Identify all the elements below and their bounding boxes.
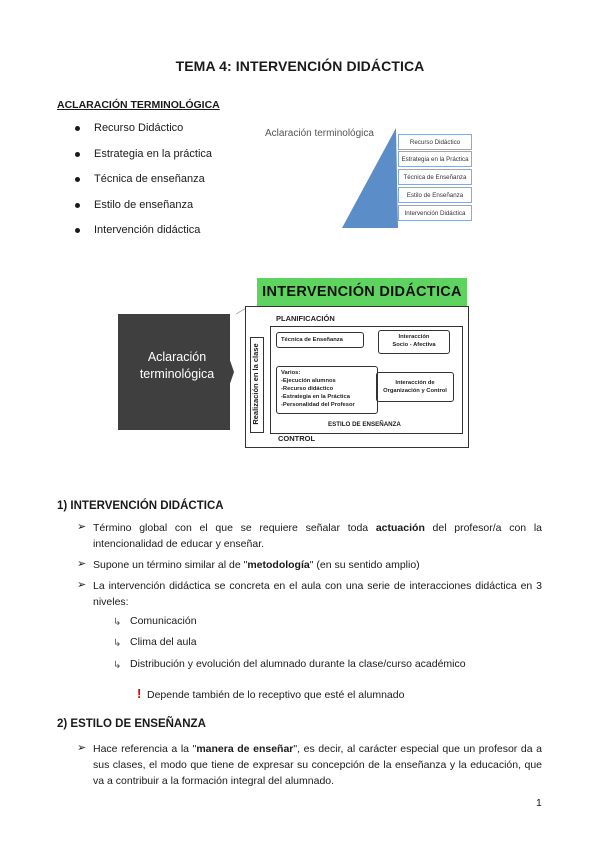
text-run: " (en su sentido amplio) xyxy=(309,559,420,571)
section2-heading: 2) ESTILO DE ENSEÑANZA xyxy=(57,718,206,730)
sub-bullet-icon: ↳ xyxy=(113,617,122,628)
planificacion-label: PLANIFICACIÓN xyxy=(276,314,335,323)
list-item: Estrategia en la práctica xyxy=(74,144,212,170)
pyramid-level: Intervención Didáctica xyxy=(398,205,472,221)
varios-item: -Recurso didáctico xyxy=(281,386,334,392)
list-item: Técnica de enseñanza xyxy=(74,169,212,195)
sub-bullet-icon: ↳ xyxy=(113,660,122,671)
exclamation-icon: ! xyxy=(137,686,142,701)
pyramid-level: Estrategia en la Práctica xyxy=(398,151,472,167)
pyramid-level: Recurso Didáctico xyxy=(398,134,472,150)
section1-paragraph xyxy=(93,520,542,552)
pyramid-title: Aclaración terminológica xyxy=(265,128,374,139)
varios-box xyxy=(276,366,378,414)
arrow-bullet-icon: ➢ xyxy=(77,742,87,754)
text-bold: manera de enseñar xyxy=(196,743,294,755)
section1-paragraph: La intervención didáctica se concreta en el aula con una serie de interacciones didáctica en 3 niveles: xyxy=(93,580,542,608)
arrow-bullet-icon: ➢ xyxy=(77,558,87,570)
diagram-header: INTERVENCIÓN DIDÁCTICA xyxy=(257,278,467,306)
interaccion-org-box xyxy=(376,372,454,402)
text-bold: metodología xyxy=(247,559,310,571)
control-label: CONTROL xyxy=(278,434,316,443)
arrow-bullet-icon: ➢ xyxy=(77,521,87,533)
tecnica-label: Técnica de Enseñanza xyxy=(281,337,343,343)
section1-paragraph xyxy=(93,557,542,573)
interaccion-socio-box xyxy=(378,330,450,354)
tecnica-box xyxy=(276,332,364,348)
interaccion-org-line2: Organización y Control xyxy=(383,388,447,394)
text-bold: actuación xyxy=(375,522,425,534)
interaccion-socio-line1: Interacción xyxy=(398,334,430,340)
list-item: Estilo de enseñanza xyxy=(74,195,212,221)
text-run: Hace referencia a la " xyxy=(93,743,197,755)
aclaracion-heading: ACLARACIÓN TERMINOLÓGICA xyxy=(57,99,220,111)
note-text: Depende también de lo receptivo que esté el alumnado xyxy=(147,689,405,701)
aclaracion-list xyxy=(74,118,212,246)
diagram-left-label: Aclaración terminológica xyxy=(139,350,215,381)
interaccion-socio-line2: Socio - Afectiva xyxy=(392,342,436,348)
varios-item: -Ejecución alumnos xyxy=(281,378,336,384)
text-run: Supone un término similar al de " xyxy=(93,559,248,571)
page-title: TEMA 4: INTERVENCIÓN DIDÁCTICA xyxy=(175,58,425,74)
sub-bullet-icon: ↳ xyxy=(113,638,122,649)
text-run: Término global con el que se requiere señalar toda xyxy=(93,522,376,534)
list-item: Intervención didáctica xyxy=(74,220,212,246)
text-run: del profesor/a con la intencionalidad de educar y enseñar. xyxy=(93,522,542,550)
vertical-label: Realización en la clase xyxy=(251,343,260,425)
interaccion-org-line1: Interacción de xyxy=(395,380,435,386)
varios-title: Varios: xyxy=(281,370,301,376)
estilo-label: ESTILO DE ENSEÑANZA xyxy=(328,421,401,428)
level-item: Comunicación xyxy=(130,615,197,627)
section1-heading: 1) INTERVENCIÓN DIDÁCTICA xyxy=(57,500,224,512)
varios-item: -Personalidad del Profesor xyxy=(281,402,355,408)
varios-item: -Estrategia en la Práctica xyxy=(281,394,350,400)
pyramid-level: Técnica de Enseñanza xyxy=(398,169,472,185)
list-item: Recurso Didáctico xyxy=(74,118,212,144)
page-number: 1 xyxy=(536,797,542,809)
text-run: ", es decir, al carácter especial que un profesor da a sus clases, el modo que tiene de expresar su concepción de la enseñanza y la educación, que va a contribuir a la formación integral del alumnado. xyxy=(93,743,542,787)
arrow-bullet-icon: ➢ xyxy=(77,579,87,591)
level-item: Clima del aula xyxy=(130,636,197,648)
pyramid-level: Estilo de Enseñanza xyxy=(398,187,472,203)
level-item: Distribución y evolución del alumnado durante la clase/curso académico xyxy=(130,658,466,670)
pyramid-shape xyxy=(340,124,402,234)
section2-paragraph xyxy=(93,741,542,789)
